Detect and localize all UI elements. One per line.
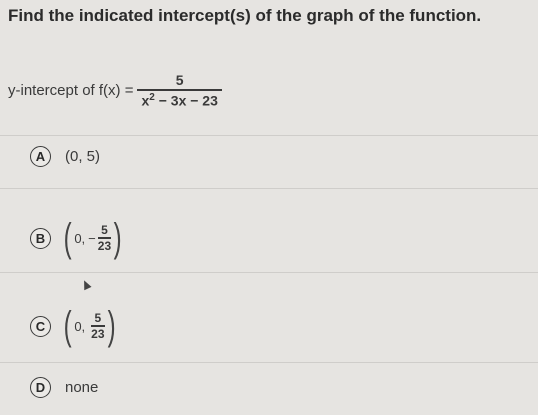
option-c-first: 0, xyxy=(74,318,86,334)
option-c-badge[interactable]: C xyxy=(30,316,51,337)
option-b-badge[interactable]: B xyxy=(30,228,51,249)
option-c-num: 5 xyxy=(94,311,102,326)
mouse-cursor-icon xyxy=(80,279,91,291)
divider xyxy=(0,135,538,136)
question-prompt xyxy=(8,72,222,108)
denominator-exponent: 2 xyxy=(149,91,155,103)
function-fraction xyxy=(137,72,221,108)
option-d-text: none xyxy=(65,379,99,396)
open-paren: ( xyxy=(63,216,72,260)
question-prefix: y-intercept of f(x) = xyxy=(8,81,134,99)
option-c-text xyxy=(61,306,118,346)
option-a-text: (0, 5) xyxy=(65,148,101,165)
option-d[interactable] xyxy=(30,377,98,398)
denominator-base: x xyxy=(141,92,150,109)
fraction-denominator xyxy=(137,91,221,109)
option-b-den: 23 xyxy=(97,238,112,253)
close-paren: ) xyxy=(107,304,116,348)
denominator-rest: − 3x − 23 xyxy=(158,92,218,109)
question-title: Find the indicated intercept(s) of the graph of the function. xyxy=(8,6,482,25)
open-paren: ( xyxy=(63,304,72,348)
option-b[interactable] xyxy=(30,218,124,258)
option-a-badge[interactable]: A xyxy=(30,146,51,167)
close-paren: ) xyxy=(113,216,122,260)
option-c[interactable] xyxy=(30,306,118,346)
divider xyxy=(0,188,538,189)
option-b-first: 0, xyxy=(74,230,86,246)
option-b-text xyxy=(61,218,124,258)
option-b-num: 5 xyxy=(101,223,108,238)
option-a[interactable] xyxy=(30,146,100,167)
divider xyxy=(0,362,538,363)
option-b-fraction xyxy=(98,223,111,253)
option-c-fraction xyxy=(91,311,104,341)
option-d-badge[interactable]: D xyxy=(30,377,51,398)
fraction-numerator: 5 xyxy=(175,72,184,88)
option-b-sign: − xyxy=(88,230,96,246)
divider xyxy=(0,272,538,273)
option-c-den: 23 xyxy=(91,326,105,341)
